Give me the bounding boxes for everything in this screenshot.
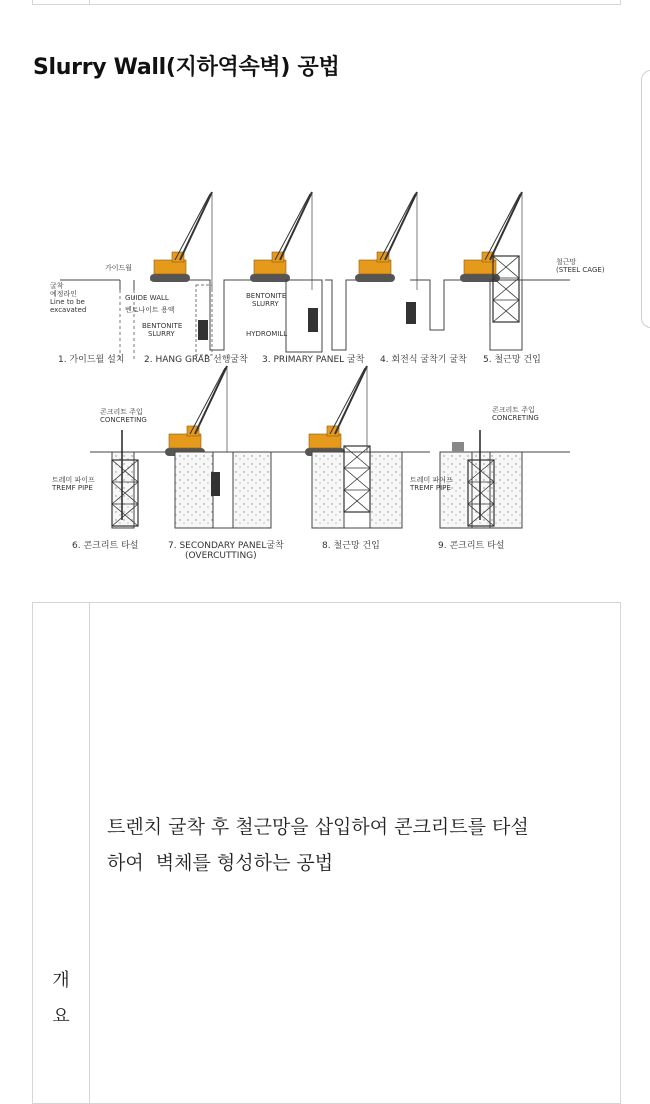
label-excav-en1: Line to be [50,298,85,306]
caption-4: 4. 회전식 굴착기 굴착 [380,355,467,365]
caption-3: 3. PRIMARY PANEL 굴착 [262,355,365,365]
row-content-overview: 트렌치 굴착 후 철근망을 삽입하여 콘크리트를 타설 하여 벽체를 형성하는 공법 [107,816,529,874]
label-concreting-ko-left: 콘크리트 주입 [100,408,143,416]
slurry-wall-process-diagram [50,190,620,570]
caption-2: 2. HANG GRAB 선행굴착 [144,355,248,365]
label-tremie-en-left: TREMF PIPE [52,484,93,492]
label-hydromill: HYDROMILL [246,330,288,338]
label-excav-ko2: 예정라인 [50,290,78,298]
label-tremie-en-right: TREMF PIPE [410,484,451,492]
caption-7: 7. SECONDARY PANEL굴착 [168,541,284,551]
caption-1: 1. 가이드월 설치 [58,355,125,365]
previous-table-bottom [32,0,621,5]
label-bentonite-b1: BENTONITE [246,292,287,300]
label-bentonite-en1: BENTONITE [142,322,183,330]
label-guide-wall-en: GUIDE WALL [125,294,169,302]
caption-5: 5. 철근망 건입 [483,355,541,365]
label-excav-en2: excavated [50,306,87,314]
caption-9: 9. 콘크리트 타설 [438,541,505,551]
side-panel-handle[interactable] [641,70,650,328]
label-concreting-ko-right: 콘크리트 주입 [492,406,535,414]
label-guide-wall-ko: 가이드월 [105,264,133,272]
caption-6: 6. 콘크리트 타설 [72,541,139,551]
section-title: Slurry Wall(지하역속벽) 공법 [33,55,340,80]
table-divider [89,603,90,1103]
label-tremie-ko-left: 트레미 파이프 [52,476,95,484]
table-divider [89,0,90,4]
overview-table [32,602,621,1104]
label-bentonite-en2: SLURRY [148,330,175,338]
label-bentonite-b2: SLURRY [252,300,279,308]
label-concreting-en-right: CONCRETING [492,414,539,422]
label-tremie-ko-right: 트레미 파이프 [410,476,453,484]
label-steel-cage-ko: 철근망 [556,258,577,266]
caption-7b: (OVERCUTTING) [185,551,257,561]
label-bentonite-ko: 벤토나이트 용액 [125,306,175,314]
label-concreting-en-left: CONCRETING [100,416,147,424]
label-steel-cage-en: (STEEL CAGE) [556,266,605,274]
caption-8: 8. 철근망 건입 [322,541,380,551]
row-header-overview: 개 요 [52,970,70,1027]
stage-1-guide-wall [120,280,134,360]
label-excav-ko: 굴착 [50,282,64,290]
